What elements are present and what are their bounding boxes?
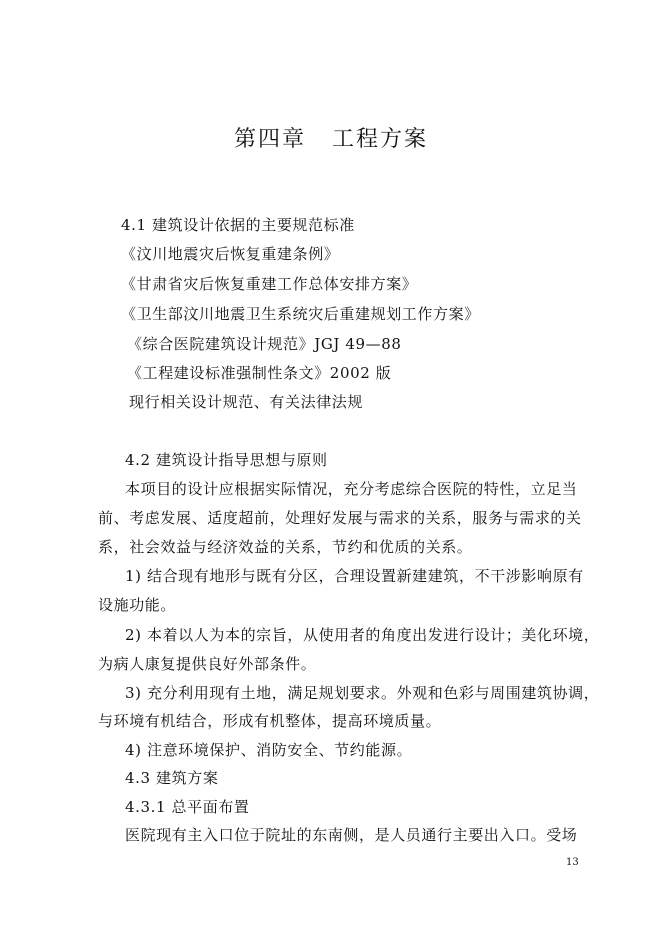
section-4-1-heading: 4.1 建筑设计依据的主要规范标准 — [121, 216, 355, 234]
reference-item: 现行相关设计规范、有关法律法规 — [129, 393, 364, 411]
principle-item-1-cont: 设施功能。 — [98, 596, 177, 614]
paragraph-line: 本项目的设计应根据实际情况，充分考虑综合医院的特性，立足当 — [125, 480, 578, 498]
page-number: 13 — [566, 857, 579, 868]
principle-item-4: 4) 注意环境保护、消防安全、节约能源。 — [125, 741, 413, 759]
chapter-name: 工程方案 — [332, 127, 429, 152]
principle-item-2: 2) 本着以人为本的宗旨，从使用者的角度出发进行设计；美化环境， — [125, 626, 600, 644]
section-4-2-heading: 4.2 建筑设计指导思想与原则 — [125, 451, 328, 469]
paragraph-line: 医院现有主入口位于院址的东南侧，是人员通行主要出入口。受场 — [125, 826, 578, 844]
principle-item-3-cont: 与环境有机结合，形成有机整体，提高环境质量。 — [98, 712, 442, 730]
reference-item: 《汶川地震灾后恢复重建条例》 — [121, 245, 340, 263]
reference-item: 《卫生部汶川地震卫生系统灾后重建规划工作方案》 — [121, 305, 480, 323]
section-4-3-heading: 4.3 建筑方案 — [125, 769, 219, 787]
chapter-label: 第四章 — [233, 127, 306, 152]
subsection-4-3-1-heading: 4.3.1 总平面布置 — [125, 798, 250, 816]
principle-item-3: 3) 充分利用现有土地，满足规划要求。外观和色彩与周围建筑协调， — [125, 684, 600, 702]
paragraph-line: 系，社会效益与经济效益的关系，节约和优质的关系。 — [98, 538, 473, 556]
principle-item-2-cont: 为病人康复提供良好外部条件。 — [98, 655, 317, 673]
chapter-title — [0, 122, 662, 153]
principle-item-1: 1) 结合现有地形与既有分区，合理设置新建建筑，不干涉影响原有 — [125, 567, 584, 585]
paragraph-line: 前、考虑发展、适度超前，处理好发展与需求的关系，服务与需求的关 — [98, 509, 582, 527]
reference-item: 《工程建设标准强制性条文》2002 版 — [127, 364, 392, 382]
reference-item: 《甘肃省灾后恢复重建工作总体安排方案》 — [121, 275, 418, 293]
reference-item: 《综合医院建筑设计规范》JGJ 49—88 — [127, 335, 402, 353]
